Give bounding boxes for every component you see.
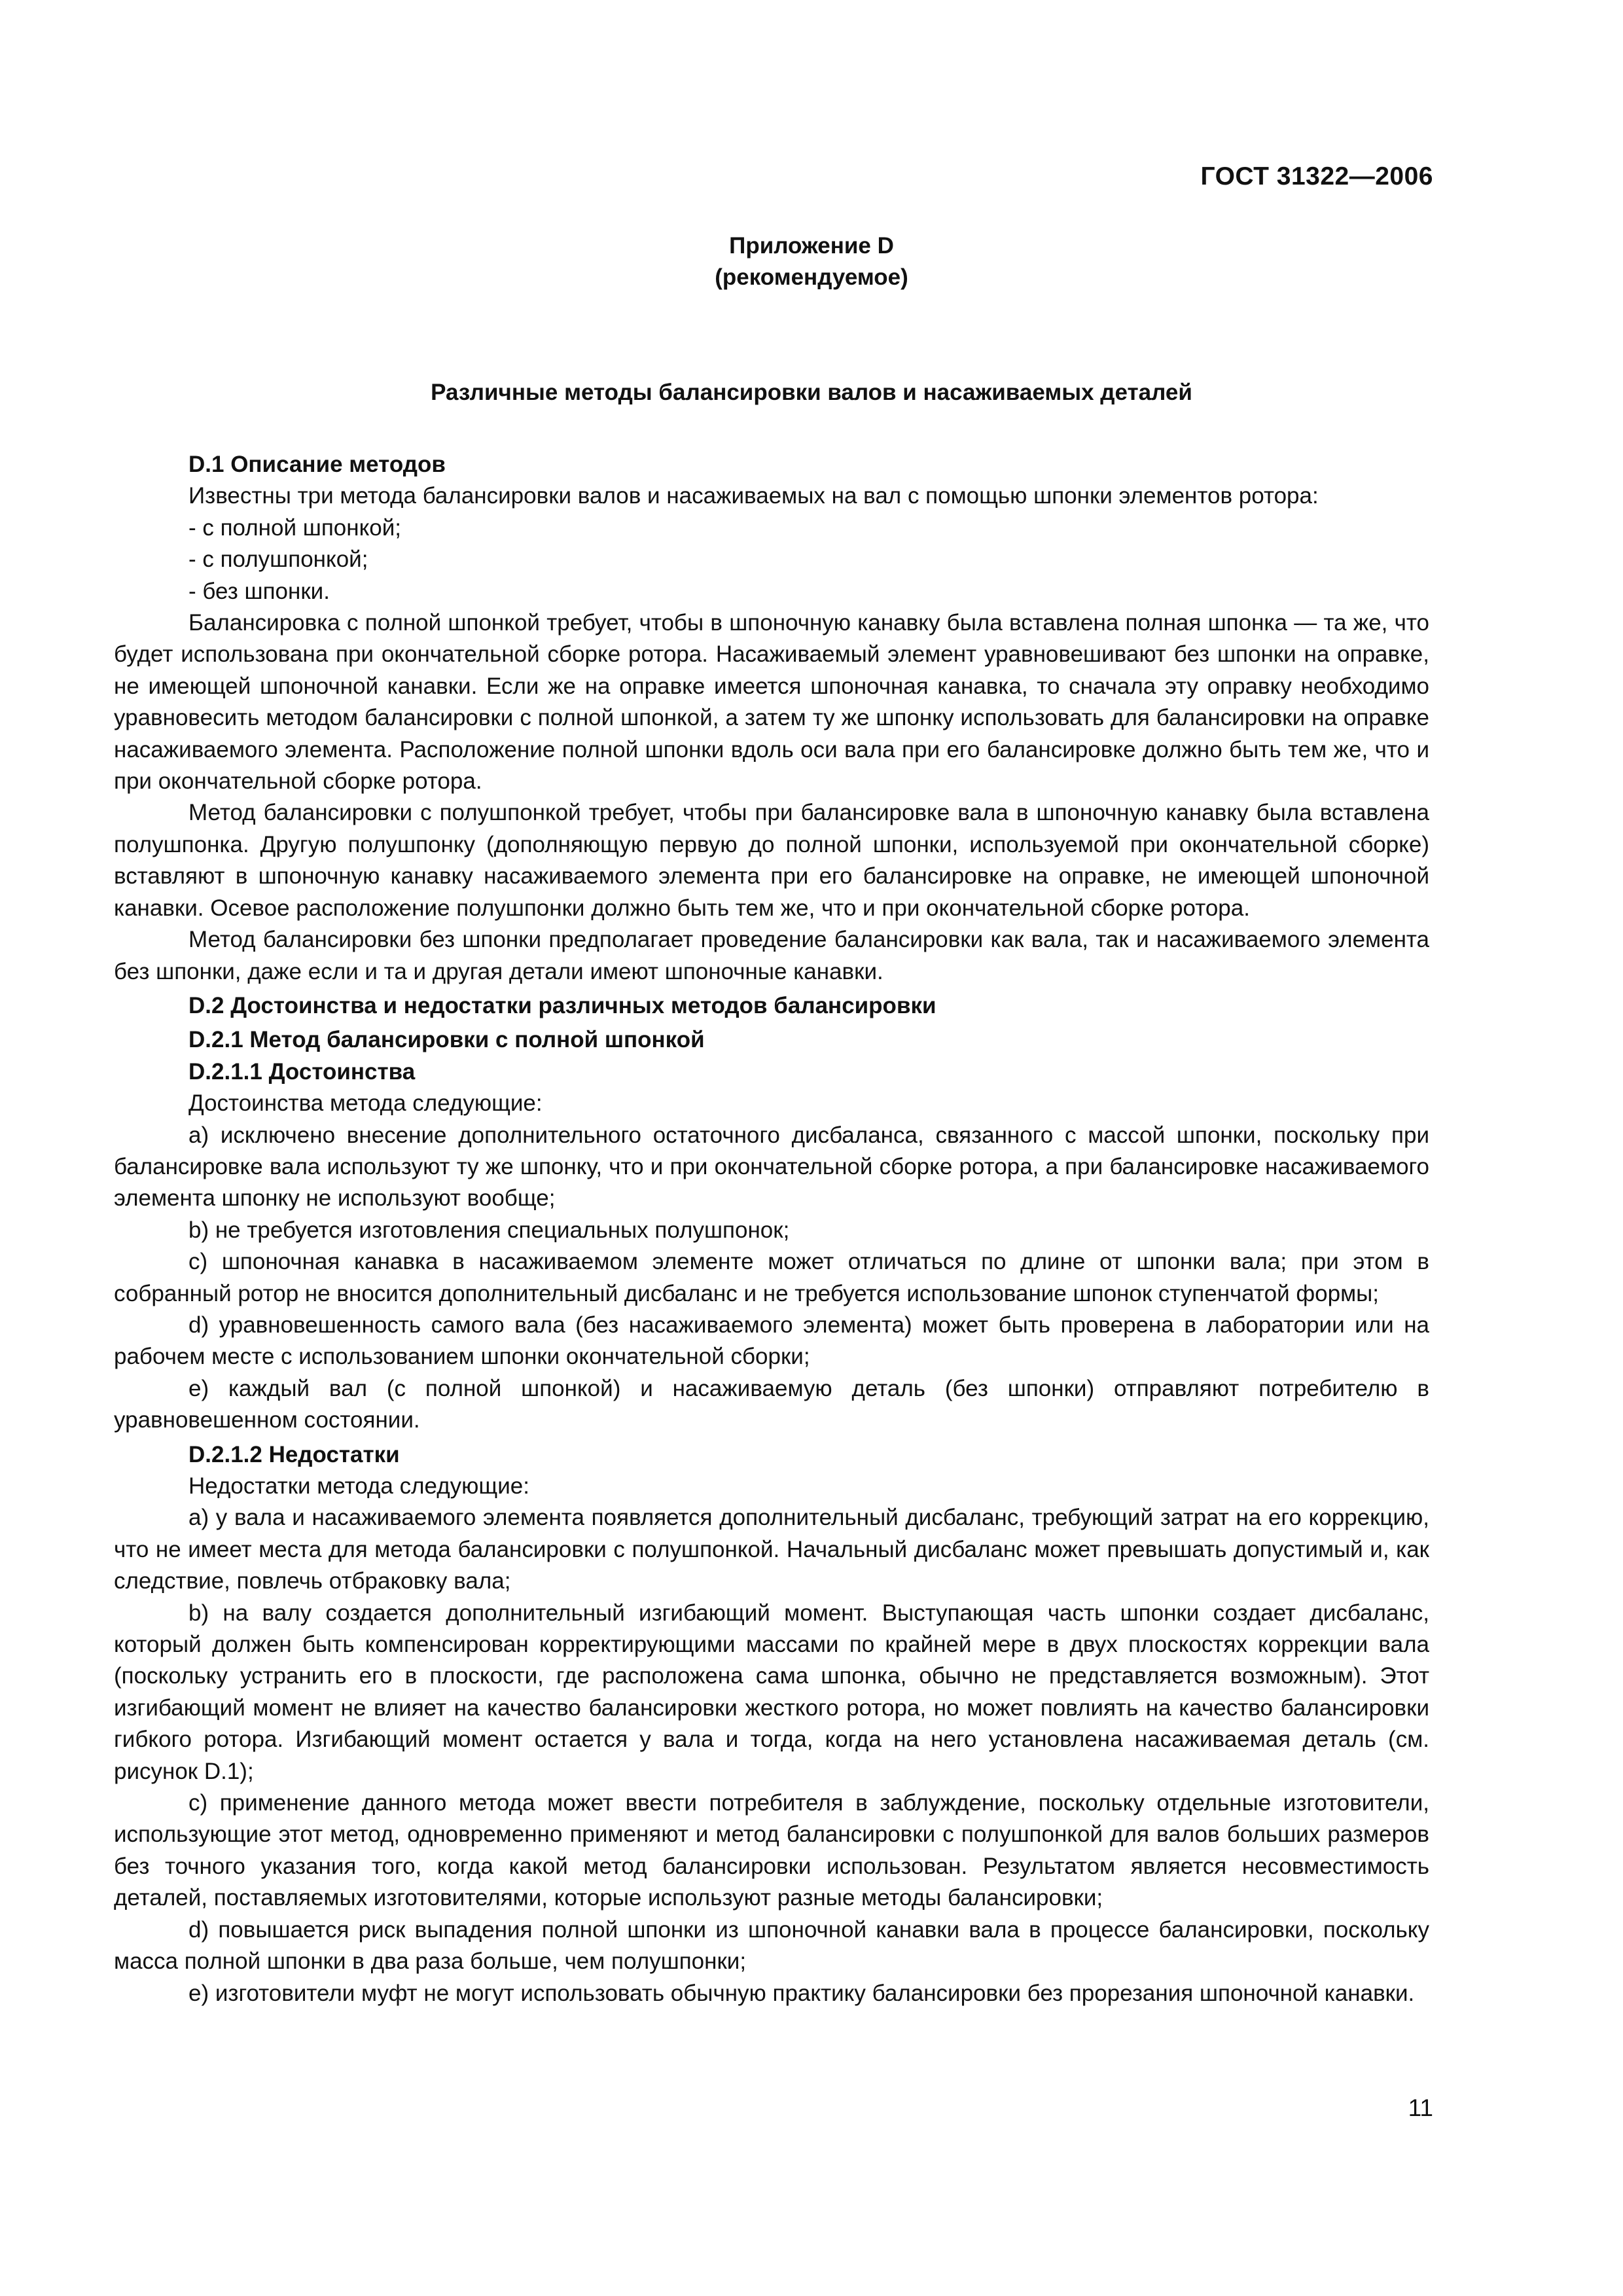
heading-d211: D.2.1.1 Достоинства <box>188 1058 416 1085</box>
list-item: - с полушпонкой; <box>188 547 368 573</box>
advantage-item: e) каждый вал (с полной шпонкой) и насаживаемую деталь (без шпонки) отправляют потребителю в уравновешенном состоянии. <box>114 1375 1429 1433</box>
appendix-status: (рекомендуемое) <box>715 264 908 290</box>
document-code: ГОСТ 31322—2006 <box>1200 162 1433 190</box>
paragraph-d1-intro: Известны три метода балансировки валов и насаживаемых на вал с помощью шпонки элементов ротора: <box>188 483 1319 509</box>
page-number: 11 <box>1408 2094 1433 2121</box>
appendix-title: Приложение D <box>729 233 894 259</box>
appendix-header <box>0 230 1623 293</box>
advantage-item: b) не требуется изготовления специальных полушпонок; <box>188 1217 790 1243</box>
advantage-item: c) шпоночная канавка в насаживаемом элементе может отличаться по длине от шпонки вала; при этом в собранный ротор не вносится дополнительный дисбаланс и не требуется использование шпонок ступенчатой формы; <box>114 1249 1429 1306</box>
heading-d1: D.1 Описание методов <box>188 452 446 477</box>
list-item: - без шпонки. <box>188 578 330 604</box>
advantage-item: d) уравновешенность самого вала (без насаживаемого элемента) может быть проверена в лаборатории или на рабочем месте с использованием шпонки окончательной сборки; <box>114 1312 1429 1370</box>
paragraph-disadvantages-intro: Недостатки метода следующие: <box>188 1473 529 1499</box>
paragraph-no-key: Метод балансировки без шпонки предполагает проведение балансировки как вала, так и насаживаемого элемента без шпонки, даже если и та и другая детали имеют шпоночные канавки. <box>114 927 1429 984</box>
heading-d2: D.2 Достоинства и недостатки различных методов балансировки <box>188 992 936 1018</box>
heading-d212: D.2.1.2 Недостатки <box>188 1441 400 1467</box>
advantage-item: a) исключено внесение дополнительного остаточного дисбаланса, связанного с массой шпонки, поскольку при балансировке вала используют ту же шпонку, что и при окончательной сборке ротора, а при балансировке насаживаемого элемента шпонку не используют вообще; <box>114 1122 1429 1211</box>
section-title: Различные методы балансировки валов и насаживаемых деталей <box>431 380 1192 405</box>
heading-d21: D.2.1 Метод балансировки с полной шпонкой <box>188 1027 705 1053</box>
disadvantage-item: d) повышается риск выпадения полной шпонки из шпоночной канавки вала в процессе балансировки, поскольку масса полной шпонки в два раза больше, чем полушпонки; <box>114 1916 1429 1975</box>
paragraph-full-key: Балансировка с полной шпонкой требует, чтобы в шпоночную канавку была вставлена полная шпонка — та же, что будет использована при окончательной сборке ротора. Насаживаемый элемент уравновешивают без шпонки на оправке, не имеющей шпоночной канавки. Если же на оправке имеется шпоночная канавка, то сначала эту оправку необходимо уравновесить методом балансировки с полной шпонкой, а затем ту же шпонку использовать для балансировки на оправке насаживаемого элемента. Расположение полной шпонки вдоль оси вала при его балансировке должно быть тем же, что и при окончательной сборке ротора. <box>114 610 1429 795</box>
list-item: - с полной шпонкой; <box>188 514 402 541</box>
paragraph-half-key: Метод балансировки с полушпонкой требует, чтобы при балансировке вала в шпоночную канавку была вставлена полушпонка. Другую полушпонку (дополняющую первую до полной шпонки, используемой при окончательной сборке) вставляют в шпоночную канавку насаживаемого элемента при его балансировке на оправке, не имеющей шпоночной канавки. Осевое расположение полушпонки должно быть тем же, что и при окончательной сборке ротора. <box>114 800 1429 921</box>
disadvantage-item: e) изготовители муфт не могут использовать обычную практику балансировки без прорезания шпоночной канавки. <box>188 1980 1415 2006</box>
disadvantage-item: a) у вала и насаживаемого элемента появляется дополнительный дисбаланс, требующий затрат на его коррекцию, что не имеет места для метода балансировки с полушпонкой. Начальный дисбаланс может превышать допустимый и, как следствие, повлечь отбраковку вала; <box>114 1505 1429 1594</box>
paragraph-advantages-intro: Достоинства метода следующие: <box>188 1090 543 1117</box>
disadvantage-item: c) применение данного метода может ввести потребителя в заблуждение, поскольку отдельные изготовители, использующие этот метод, одновременно применяют и метод балансировки с полушпонкой для валов больших размеров без точного указания того, когда какой метод балансировки использован. Результатом является несовместимость деталей, поставляемых изготовителями, которые используют разные методы балансировки; <box>114 1790 1429 1911</box>
document-body <box>114 446 1429 2009</box>
disadvantage-item: b) на валу создается дополнительный изгибающий момент. Выступающая часть шпонки создает дисбаланс, который должен быть компенсирован корректирующими массами по крайней мере в двух плоскостях коррекции вала (поскольку устранить его в плоскости, где расположена сама шпонка, обычно не представляется возможным). Этот изгибающий момент не влияет на качество балансировки жесткого ротора, но может повлиять на качество балансировки гибкого ротора. Изгибающий момент остается у вала и тогда, когда на него установлена насаживаемая деталь (см. рисунок D.1); <box>114 1600 1429 1784</box>
